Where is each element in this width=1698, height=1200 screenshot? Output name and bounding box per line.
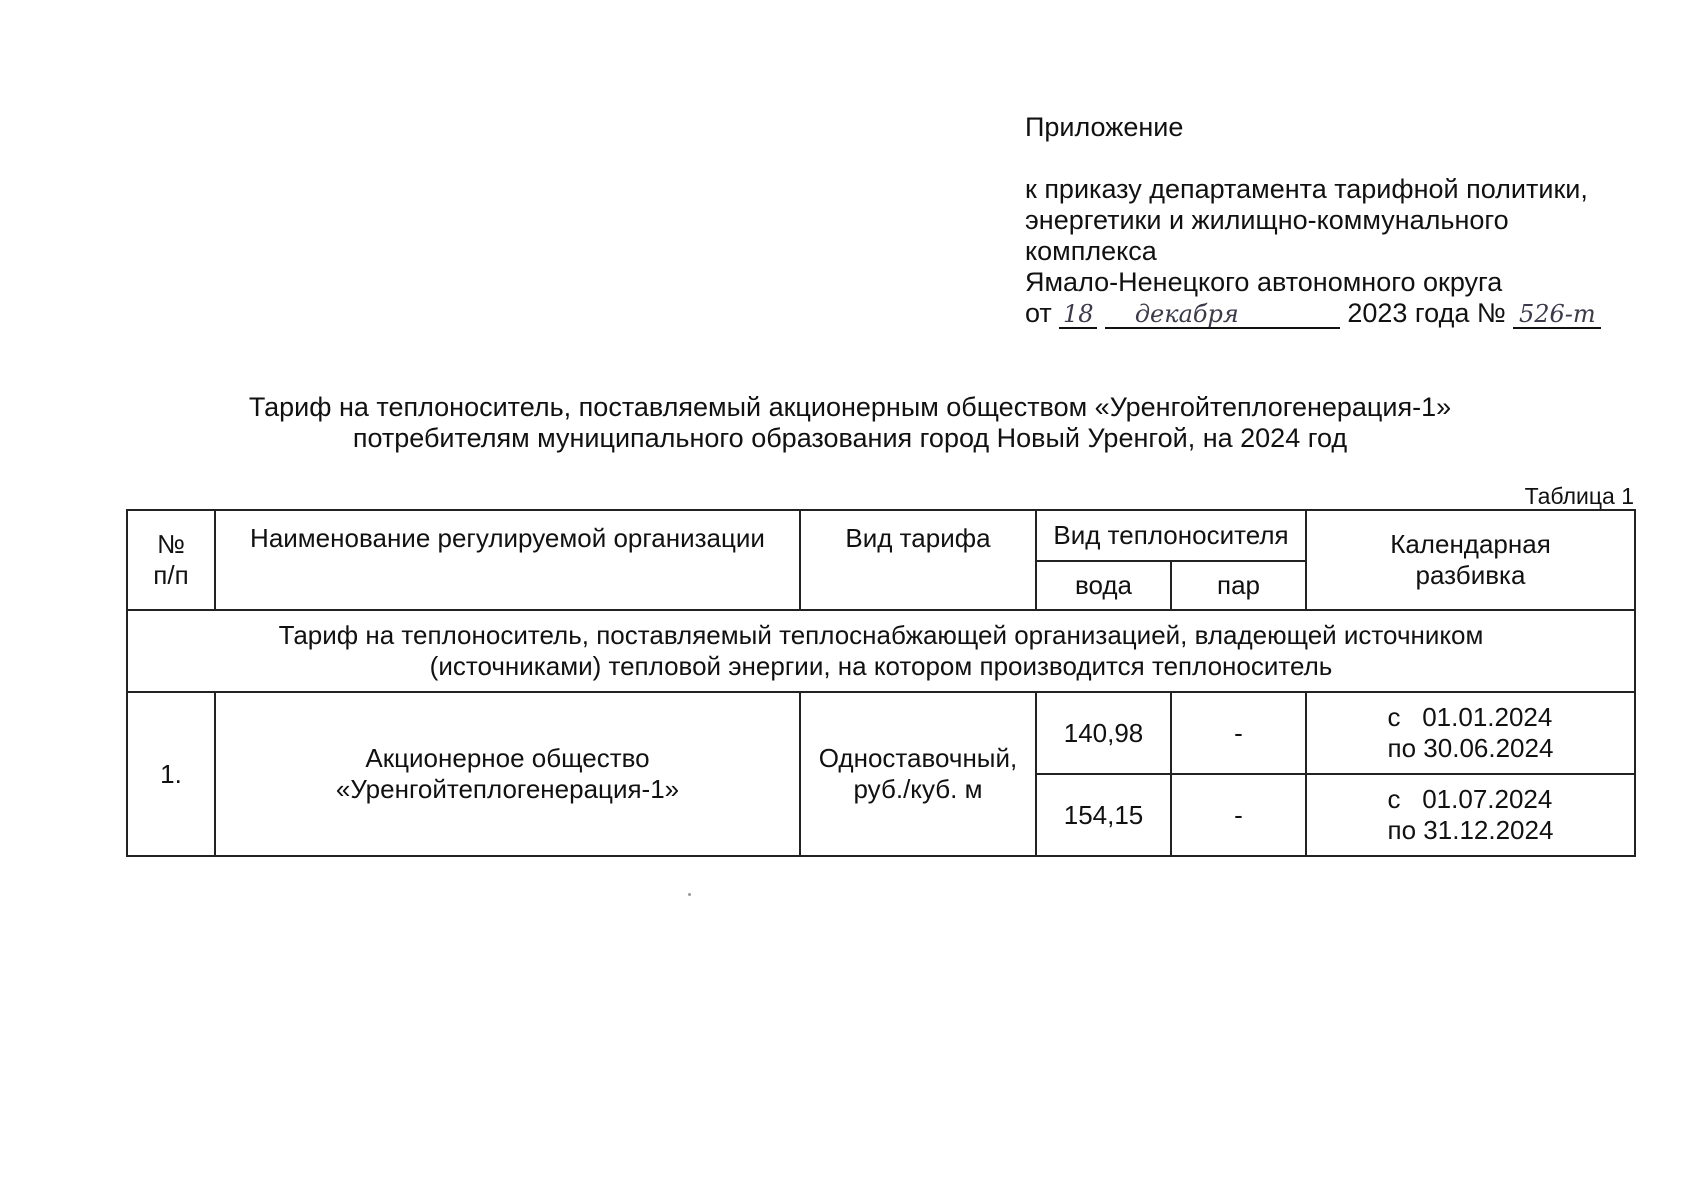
row-tariff-type: Одноставочный, руб./куб. м xyxy=(800,692,1036,856)
table-label: Таблица 1 xyxy=(1524,483,1634,509)
header-steam: пар xyxy=(1171,561,1306,610)
section-row xyxy=(127,610,1635,692)
steam-value-1: - xyxy=(1171,692,1306,774)
handwritten-order-number: 526-т xyxy=(1513,301,1601,329)
table-row xyxy=(127,692,1635,774)
handwritten-month: декабря xyxy=(1105,301,1340,329)
appendix-gap xyxy=(1025,143,1645,174)
header-row-1 xyxy=(127,510,1635,561)
header-organization: Наименование регулируемой организации xyxy=(215,510,800,610)
header-number: № п/п xyxy=(127,510,215,610)
row-number: 1. xyxy=(127,692,215,856)
water-value-2: 154,15 xyxy=(1036,774,1171,856)
appendix-line-3: комплекса xyxy=(1025,236,1157,266)
period-1: с 01.01.2024 по 30.06.2024 xyxy=(1306,692,1635,774)
period-2: с 01.07.2024 по 31.12.2024 xyxy=(1306,774,1635,856)
document-title xyxy=(150,392,1550,454)
section-title: Тариф на теплоноситель, поставляемый теплоснабжающей организацией, владеющей источником (источниками) тепловой энергии, на котором производится теплоноситель xyxy=(127,610,1635,692)
date-prefix: от xyxy=(1025,298,1052,328)
appendix-date-line xyxy=(1025,298,1645,329)
header-carrier: Вид теплоносителя xyxy=(1036,510,1306,561)
document-title-line-2: потребителям муниципального образования город Новый Уренгой, на 2024 год xyxy=(352,423,1348,453)
header-water: вода xyxy=(1036,561,1171,610)
date-year: 2023 года № xyxy=(1347,298,1506,328)
appendix-line-2: энергетики и жилищно-коммунального xyxy=(1025,205,1509,235)
appendix-line-4: Ямало-Ненецкого автономного округа xyxy=(1025,267,1503,297)
water-value-1: 140,98 xyxy=(1036,692,1171,774)
appendix-block xyxy=(1025,112,1645,329)
handwritten-day: 18 xyxy=(1059,301,1097,329)
scan-dot xyxy=(688,893,691,896)
header-tariff-type: Вид тарифа xyxy=(800,510,1036,610)
steam-value-2: - xyxy=(1171,774,1306,856)
header-calendar: Календарная разбивка xyxy=(1306,510,1635,610)
appendix-line-1: к приказу департамента тарифной политики, xyxy=(1025,174,1588,204)
tariff-table xyxy=(126,509,1636,857)
document-title-line-1: Тариф на теплоноситель, поставляемый акционерным обществом «Уренгойтеплогенерация-1» xyxy=(248,392,1452,422)
appendix-title: Приложение xyxy=(1025,112,1184,142)
row-organization: Акционерное общество «Уренгойтеплогенерация-1» xyxy=(215,692,800,856)
